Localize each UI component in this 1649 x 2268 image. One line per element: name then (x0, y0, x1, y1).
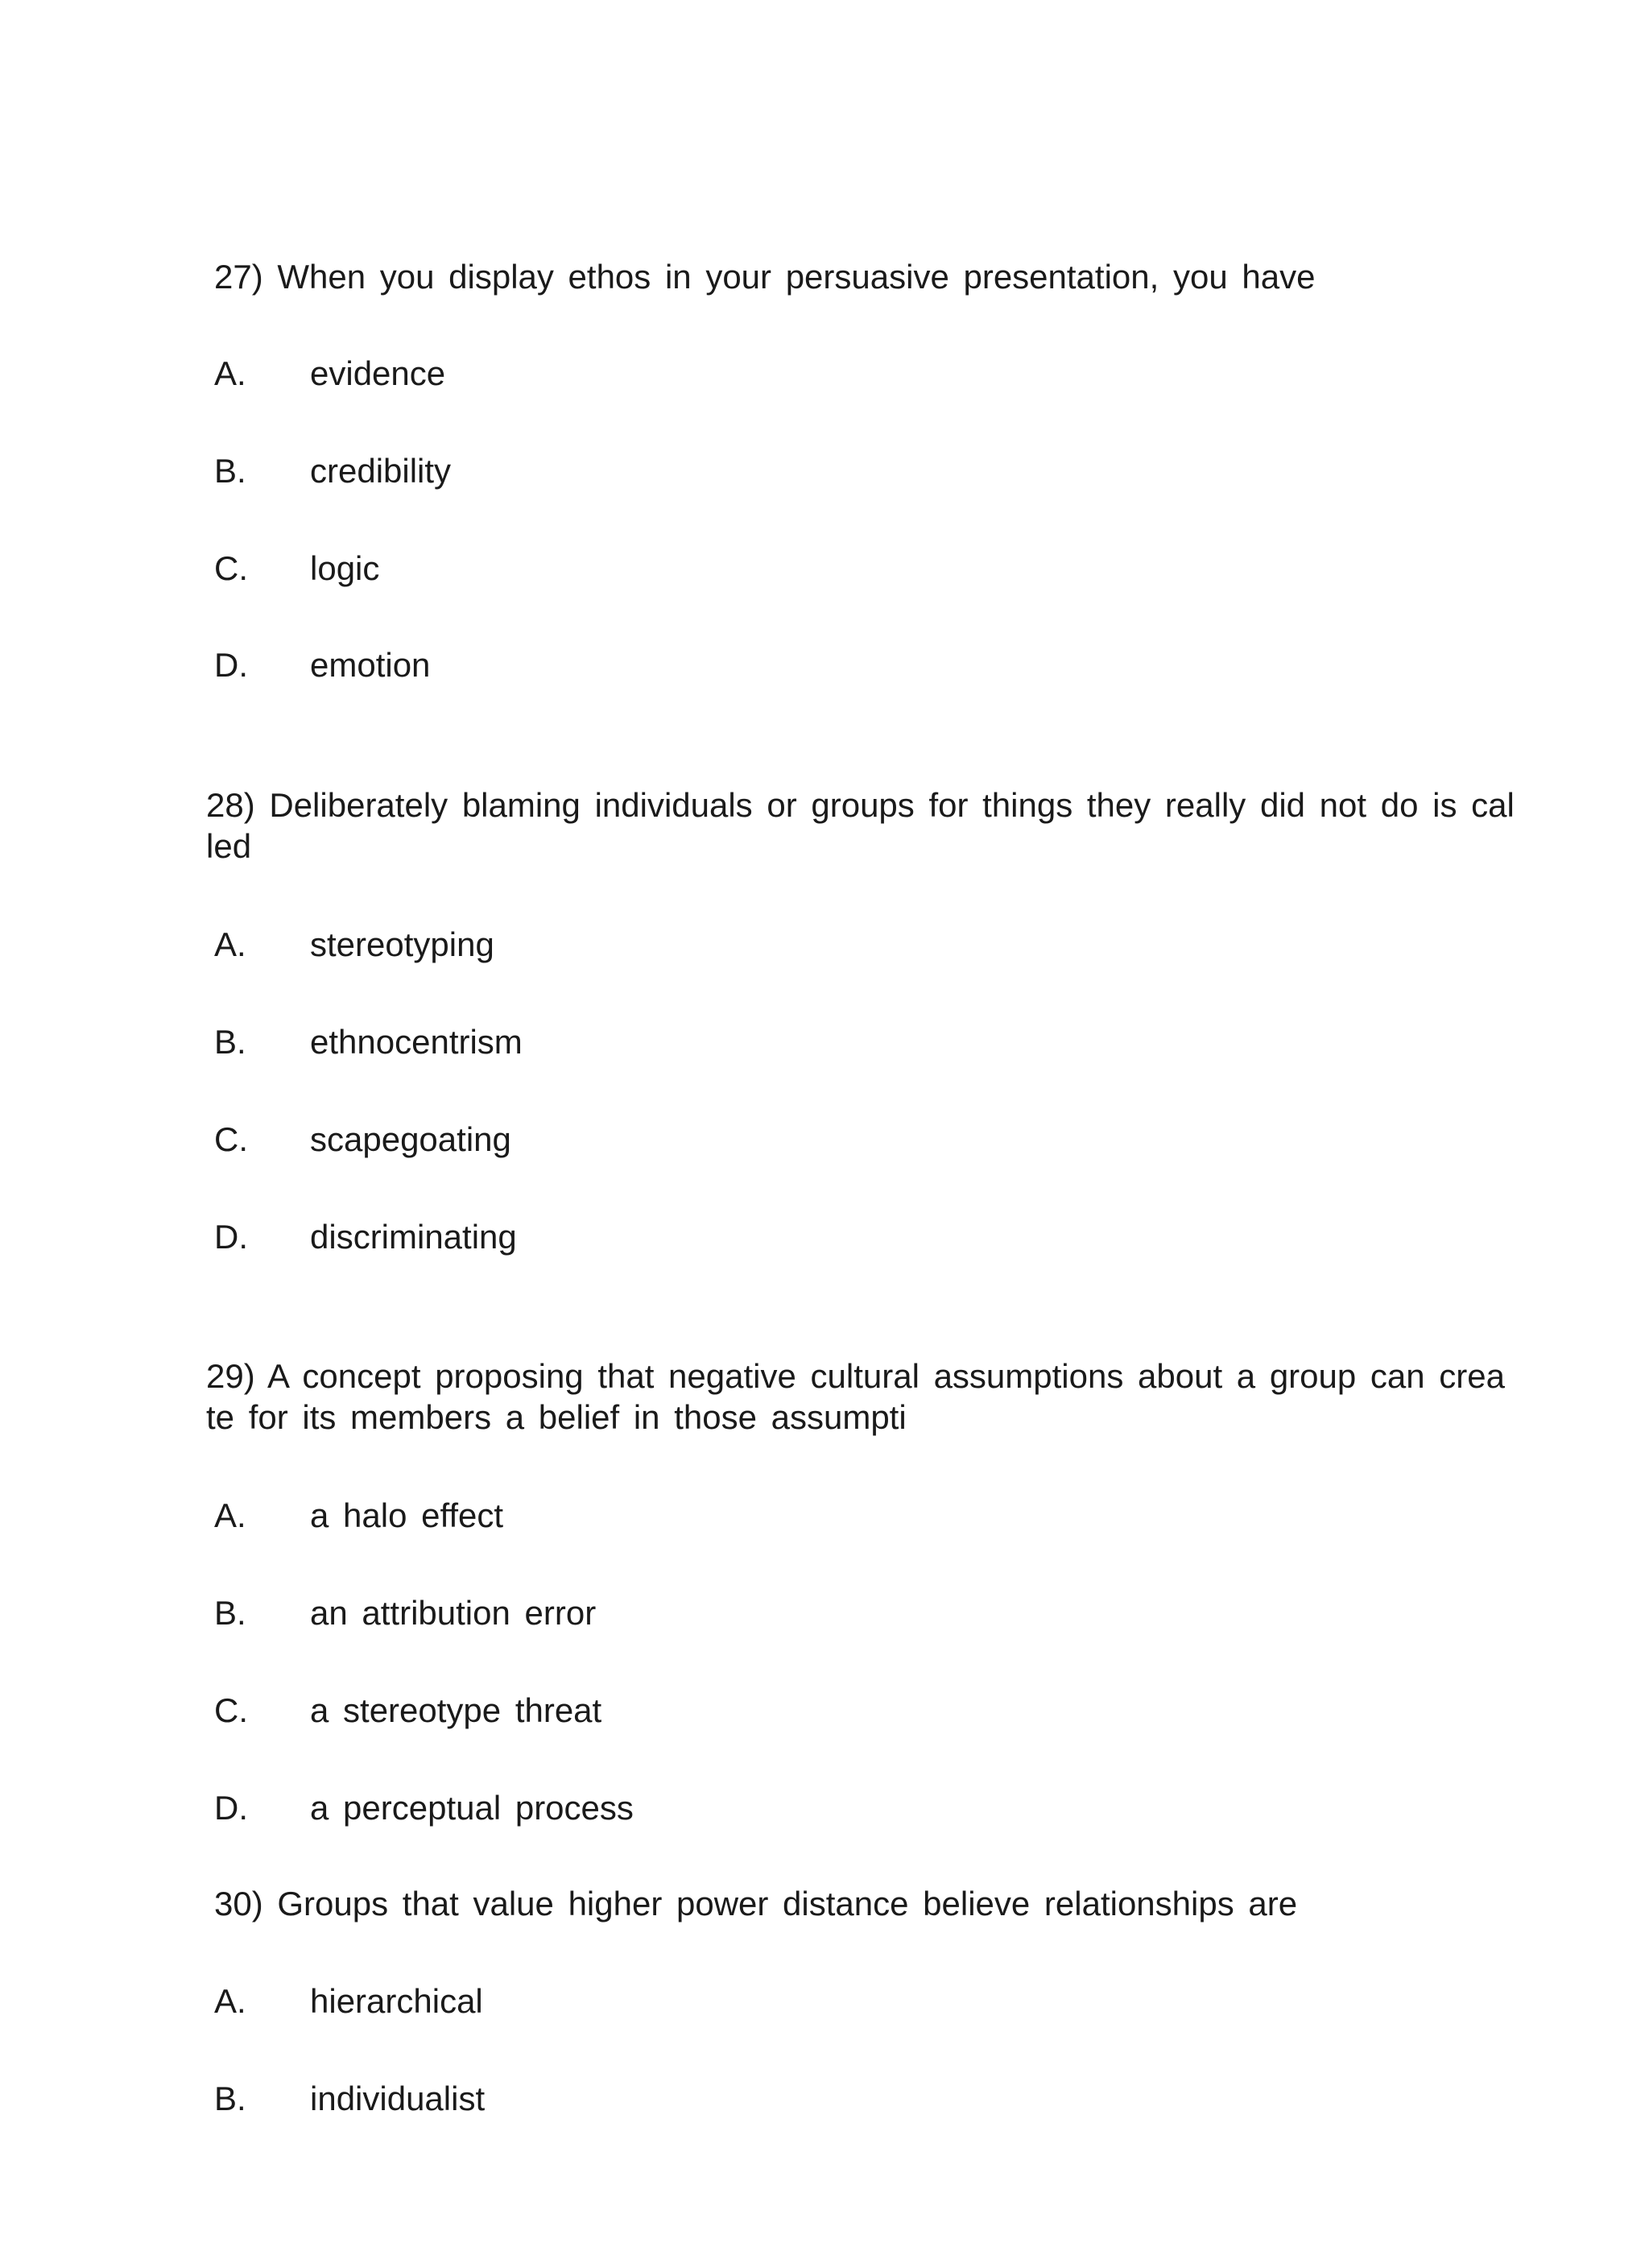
option-letter: C. (214, 1691, 248, 1729)
option-letter: B. (214, 2080, 246, 2117)
option-text: credibility (310, 452, 452, 490)
option-text: stereotyping (310, 925, 494, 963)
option-text: logic (310, 549, 380, 587)
option-text: evidence (310, 354, 446, 392)
option-letter: D. (214, 1789, 248, 1827)
option-text: ethnocentrism (310, 1023, 523, 1061)
option-text: emotion (310, 646, 431, 684)
option-letter: C. (214, 1120, 248, 1158)
option-text: individualist (310, 2080, 486, 2117)
question-text: 30) Groups that value higher power distance believe relationships are (214, 1885, 1298, 1922)
question-text: 28) Deliberately blaming individuals or groups for things they really did not do is cal (206, 786, 1515, 824)
question-text: 29) A concept proposing that negative cultural assumptions about a group can crea (206, 1357, 1505, 1395)
option-letter: D. (214, 646, 248, 684)
option-text: an attribution error (310, 1594, 597, 1632)
option-letter: B. (214, 1023, 246, 1061)
option-letter: A. (214, 1496, 246, 1534)
question-text-continued: led (206, 827, 252, 865)
option-text: a halo effect (310, 1496, 504, 1534)
option-letter: A. (214, 925, 246, 963)
question-text: 27) When you display ethos in your persuasive presentation, you have (214, 258, 1316, 296)
option-text: scapegoating (310, 1120, 511, 1158)
option-letter: A. (214, 1982, 246, 2020)
option-letter: C. (214, 549, 248, 587)
option-text: discriminating (310, 1218, 517, 1256)
question-text-continued: te for its members a belief in those assumpti (206, 1398, 907, 1436)
option-letter: D. (214, 1218, 248, 1256)
option-text: a perceptual process (310, 1789, 634, 1827)
option-text: hierarchical (310, 1982, 483, 2020)
option-text: a stereotype threat (310, 1691, 602, 1729)
option-letter: A. (214, 354, 246, 392)
option-letter: B. (214, 1594, 246, 1632)
option-letter: B. (214, 452, 246, 490)
